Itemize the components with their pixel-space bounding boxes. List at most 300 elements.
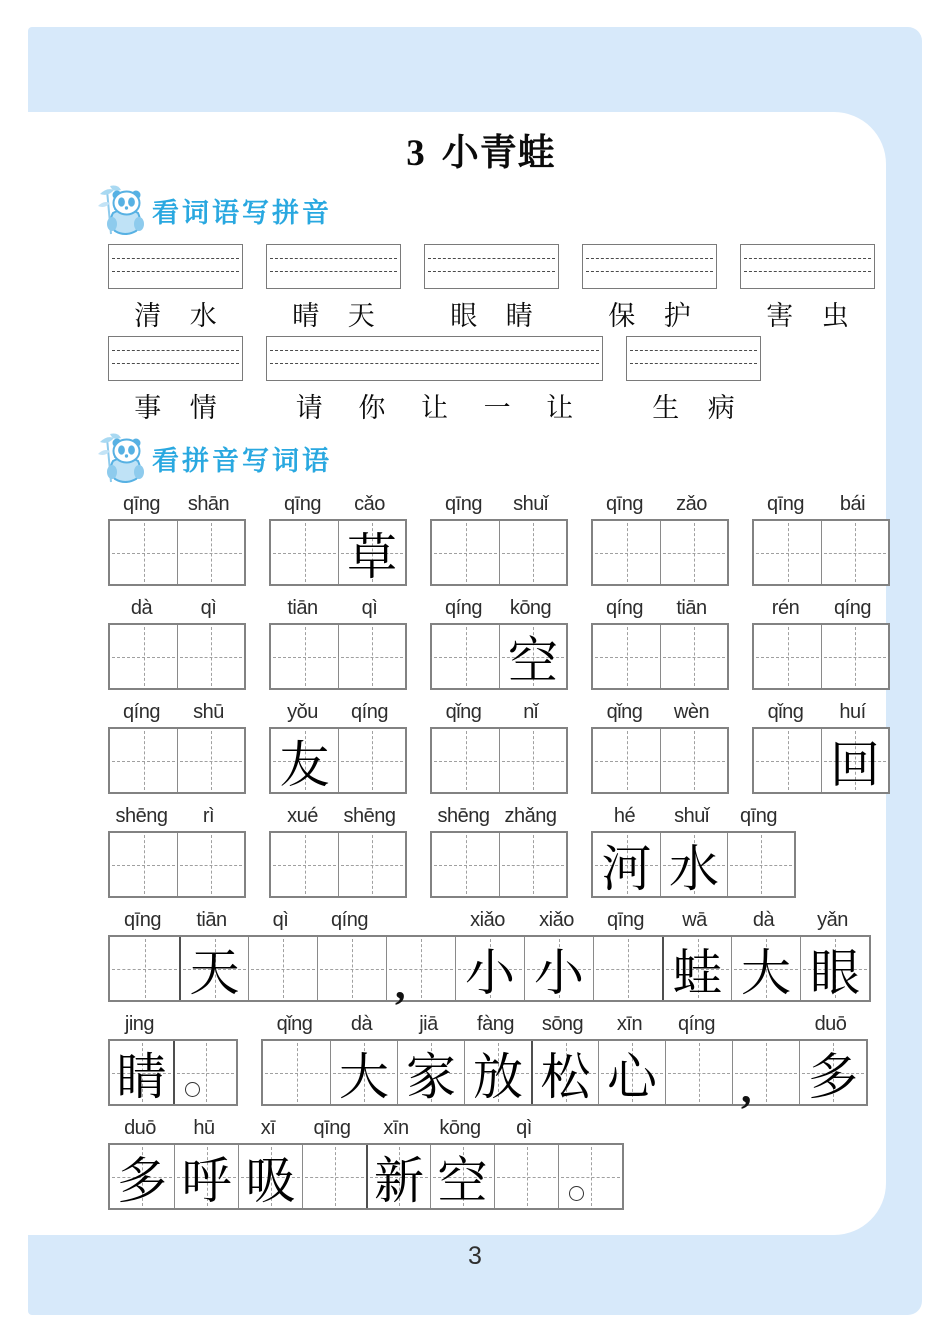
answer-row: [108, 700, 880, 794]
pinyin-label: qīng: [124, 909, 161, 931]
grid-cell: [177, 833, 244, 896]
pinyin-label: hé: [613, 805, 636, 827]
grid-cell: [593, 833, 660, 896]
four-line-pinyin-box: [266, 336, 603, 381]
pinyin-label-row: [591, 596, 729, 621]
answer-character: 小: [534, 944, 584, 1001]
word-label: [266, 386, 603, 423]
pinyin-writing-row: [108, 244, 877, 331]
word-character: 虫: [821, 301, 849, 331]
pinyin-label-row: [108, 804, 246, 829]
pinyin-label: qīng: [313, 1117, 351, 1139]
pinyin-label: shēng: [343, 805, 396, 827]
pinyin-label-row: [108, 908, 871, 933]
answer-grid-group: [752, 492, 890, 586]
grid-cell: [110, 937, 179, 1000]
answer-character: 眼: [810, 944, 860, 1001]
pinyin-label: tiān: [287, 597, 318, 619]
answer-grid-group: [752, 596, 890, 690]
answer-grid-group: [108, 492, 246, 586]
answer-grid: [269, 519, 407, 586]
pinyin-label: xī: [260, 1117, 276, 1139]
grid-cell: [432, 521, 499, 584]
pinyin-label-row: [108, 1116, 624, 1141]
answer-grid: [108, 1039, 238, 1106]
pinyin-label-row: [269, 700, 407, 725]
grid-cell: [799, 1041, 866, 1104]
answer-row: [108, 1116, 877, 1210]
page-frame: [28, 27, 922, 1315]
grid-cell: [338, 833, 405, 896]
answer-grid-group: [108, 596, 246, 690]
answer-grid: [752, 519, 890, 586]
lesson-name: 小青蛙: [441, 133, 556, 174]
pinyin-label: qíng: [445, 597, 482, 619]
grid-cell: [338, 625, 405, 688]
pinyin-label: qì: [361, 597, 378, 619]
section2-header: [96, 432, 886, 484]
pinyin-label: xīn: [616, 1013, 643, 1035]
pinyin-label-row: [108, 492, 246, 517]
pinyin-label: qíng: [834, 597, 871, 619]
pinyin-label: qǐng: [767, 701, 804, 723]
answer-row: [108, 492, 877, 586]
grid-cell: [271, 521, 338, 584]
section2-exercises: [108, 492, 880, 1210]
word-pinyin-group: [266, 244, 401, 331]
pinyin-label: kōng: [439, 1117, 481, 1139]
pinyin-label: qíng: [678, 1013, 715, 1035]
pinyin-label: duō: [124, 1117, 156, 1139]
answer-grid: [591, 831, 796, 898]
grid-cell: [732, 1041, 799, 1112]
pinyin-label: shuǐ: [674, 805, 709, 827]
pinyin-label: qì: [272, 909, 289, 931]
answer-grid: [591, 727, 729, 794]
grid-cell: [593, 729, 660, 792]
grid-cell: [177, 729, 244, 792]
answer-grid: [108, 831, 246, 898]
pinyin-label: qíng: [331, 909, 368, 931]
pinyin-label-row: [591, 804, 796, 829]
section2-title: 看拼音写词语: [152, 445, 332, 476]
pinyin-label: kōng: [509, 597, 552, 619]
grid-cell: [464, 1041, 531, 1104]
answer-character: 呼: [181, 1152, 232, 1209]
pinyin-label: qīng: [123, 493, 160, 515]
pinyin-label: qíng: [123, 701, 160, 723]
word-label: [108, 294, 243, 331]
pinyin-label-row: [591, 492, 729, 517]
grid-cell: [665, 1041, 732, 1104]
pinyin-label-row: [269, 492, 407, 517]
four-line-pinyin-box: [424, 244, 559, 289]
grid-cell: [338, 521, 405, 584]
answer-character: 小: [465, 944, 515, 1001]
pinyin-label: qǐng: [445, 701, 482, 723]
panda-icon: [96, 184, 148, 236]
answer-grid-group: [430, 804, 568, 898]
pinyin-label-row: [430, 492, 568, 517]
grid-cell: [317, 937, 386, 1000]
grid-cell: [271, 729, 338, 792]
answer-grid-group: [430, 700, 568, 794]
pinyin-label: [730, 1012, 797, 1037]
pinyin-label: qīng: [767, 493, 804, 515]
pinyin-label: shēng: [437, 805, 490, 827]
grid-cell: [499, 833, 566, 896]
pinyin-label-row: [752, 492, 890, 517]
word-character: 睛: [505, 301, 533, 331]
four-line-pinyin-box: [108, 336, 243, 381]
word-character: 害: [766, 301, 794, 331]
grid-cell: [558, 1145, 622, 1208]
answer-character: 放: [473, 1048, 523, 1105]
answer-grid: [261, 1039, 868, 1112]
grid-cell: [110, 833, 177, 896]
grid-cell: [660, 625, 727, 688]
answer-grid-group: [261, 1012, 868, 1112]
punctuation-mark: [185, 1082, 200, 1097]
pinyin-label: qǐng: [276, 1013, 313, 1035]
grid-cell: [179, 937, 248, 1000]
pinyin-label: shū: [193, 701, 224, 723]
grid-cell: [593, 625, 660, 688]
word-character: 晴: [292, 301, 320, 331]
grid-cell: [455, 937, 524, 1000]
pinyin-label: jing: [124, 1013, 155, 1035]
grid-cell: [731, 937, 800, 1000]
answer-grid: [269, 727, 407, 794]
pinyin-label: huí: [839, 701, 866, 723]
word-pinyin-group: [740, 244, 875, 331]
answer-row: [108, 804, 877, 898]
word-character: 让: [546, 393, 574, 423]
grid-cell: [110, 1041, 173, 1104]
answer-grid-group: [269, 492, 407, 586]
grid-cell: [338, 729, 405, 792]
four-line-pinyin-box: [582, 244, 717, 289]
grid-cell: [432, 833, 499, 896]
grid-cell: [821, 625, 888, 688]
grid-cell: [499, 625, 566, 688]
grid-cell: [110, 625, 177, 688]
answer-grid: [108, 623, 246, 690]
punctuation-mark: ,: [741, 1066, 752, 1112]
answer-character: 松: [540, 1048, 591, 1105]
word-character: 护: [663, 301, 691, 331]
pinyin-label: hū: [193, 1117, 215, 1139]
grid-cell: [754, 729, 821, 792]
grid-cell: [430, 1145, 494, 1208]
pinyin-label: [556, 1116, 620, 1141]
pinyin-label: qīng: [284, 493, 321, 515]
word-character: 清: [134, 301, 162, 331]
answer-grid: [752, 623, 890, 690]
pinyin-label: zhǎng: [504, 805, 557, 827]
pinyin-label: duō: [814, 1013, 847, 1035]
word-label: [740, 294, 875, 331]
grid-cell: [174, 1145, 238, 1208]
grid-cell: [662, 937, 731, 1000]
answer-grid-group: [269, 596, 407, 690]
pinyin-label: dà: [130, 597, 153, 619]
answer-grid-group: [591, 492, 729, 586]
grid-cell: [727, 833, 794, 896]
pinyin-label: cǎo: [354, 493, 385, 515]
pinyin-label: qíng: [351, 701, 388, 723]
pinyin-label: rì: [202, 805, 215, 827]
pinyin-label: yǎn: [817, 909, 848, 931]
grid-cell: [499, 729, 566, 792]
grid-cell: [593, 521, 660, 584]
answer-grid: [269, 623, 407, 690]
pinyin-label: tiān: [196, 909, 227, 931]
word-pinyin-group: [626, 336, 761, 423]
grid-cell: [660, 729, 727, 792]
answer-character: 河: [601, 840, 652, 897]
pinyin-label: qǐng: [606, 701, 643, 723]
word-character: 眼: [450, 301, 478, 331]
pinyin-label-row: [752, 596, 890, 621]
grid-cell: [330, 1041, 397, 1104]
answer-character: 家: [406, 1048, 456, 1105]
answer-grid: [430, 831, 568, 898]
four-line-pinyin-box: [740, 244, 875, 289]
answer-row: [108, 596, 877, 690]
answer-grid-group: [591, 596, 729, 690]
grid-cell: [271, 625, 338, 688]
grid-cell: [660, 521, 727, 584]
answer-grid-group: [752, 700, 890, 794]
answer-character: 吸: [245, 1152, 296, 1209]
pinyin-label: fàng: [477, 1013, 514, 1035]
grid-cell: [177, 521, 244, 584]
grid-cell: [248, 937, 317, 1000]
pinyin-label: shān: [187, 493, 230, 515]
answer-character: 草: [347, 528, 397, 585]
pinyin-label: qīng: [740, 805, 777, 827]
word-character: 情: [189, 393, 217, 423]
answer-grid: [591, 623, 729, 690]
word-label: [108, 386, 243, 423]
word-character: 生: [652, 393, 680, 423]
answer-character: 心: [607, 1048, 657, 1105]
pinyin-label-row: [430, 596, 568, 621]
four-line-pinyin-box: [108, 244, 243, 289]
answer-grid: [430, 727, 568, 794]
word-pinyin-group: [108, 244, 243, 331]
page-number: 3: [468, 1242, 482, 1270]
grid-cell: [432, 625, 499, 688]
pinyin-label: qì: [200, 597, 217, 619]
word-character: 一: [483, 393, 511, 423]
pinyin-label: xīn: [383, 1117, 409, 1139]
pinyin-label: [384, 908, 453, 933]
answer-character: 多: [117, 1152, 167, 1209]
word-label: [266, 294, 401, 331]
word-character: 病: [707, 393, 735, 423]
pinyin-label: dà: [752, 909, 775, 931]
pinyin-label: qīng: [607, 909, 644, 931]
answer-grid-group: [108, 804, 246, 898]
answer-character: 睛: [116, 1048, 167, 1105]
pinyin-label: jiā: [419, 1013, 438, 1035]
grid-cell: [494, 1145, 558, 1208]
pinyin-writing-row: [108, 336, 877, 423]
pinyin-label: rén: [771, 597, 800, 619]
word-character: 你: [358, 393, 386, 423]
answer-row: [108, 1012, 877, 1112]
answer-character: 新: [374, 1152, 424, 1209]
pinyin-label: shuǐ: [513, 493, 548, 515]
grid-cell: [754, 521, 821, 584]
grid-cell: [499, 521, 566, 584]
word-label: [582, 294, 717, 331]
pinyin-label: bái: [839, 493, 866, 515]
pinyin-label: wā: [682, 909, 707, 931]
answer-grid-group: [108, 1012, 238, 1106]
word-character: 水: [189, 301, 217, 331]
pinyin-label-row: [108, 596, 246, 621]
grid-cell: [173, 1041, 236, 1104]
word-character: 让: [420, 393, 448, 423]
word-character: 天: [347, 301, 375, 331]
answer-grid-group: [591, 804, 796, 898]
word-character: 事: [134, 393, 162, 423]
answer-grid: [430, 519, 568, 586]
pinyin-label: dà: [350, 1013, 373, 1035]
grid-cell: [754, 625, 821, 688]
content-area: [28, 112, 886, 1235]
pinyin-label-row: [430, 700, 568, 725]
pinyin-label-row: [591, 700, 729, 725]
grid-cell: [177, 625, 244, 688]
word-character: 请: [295, 393, 323, 423]
answer-character: 大: [339, 1048, 389, 1105]
word-pinyin-group: [582, 244, 717, 331]
pinyin-label: yǒu: [287, 701, 318, 723]
answer-grid: [108, 727, 246, 794]
answer-row: [108, 908, 877, 1008]
answer-character: 天: [189, 944, 240, 1001]
grid-cell: [821, 729, 888, 792]
pinyin-label-row: [108, 700, 246, 725]
answer-character: 空: [508, 632, 558, 689]
grid-cell: [386, 937, 455, 1008]
pinyin-label-row: [261, 1012, 868, 1037]
panda-icon: [96, 432, 148, 484]
answer-character: 多: [808, 1048, 858, 1105]
word-label: [626, 386, 761, 423]
pinyin-label: qíng: [606, 597, 643, 619]
pinyin-label: zǎo: [676, 493, 707, 515]
grid-cell: [531, 1041, 598, 1104]
grid-cell: [110, 521, 177, 584]
word-pinyin-group: [424, 244, 559, 331]
grid-cell: [302, 1145, 366, 1208]
pinyin-label-row: [269, 804, 407, 829]
answer-grid: [108, 935, 871, 1008]
answer-grid-group: [108, 1116, 624, 1210]
word-label: [424, 294, 559, 331]
punctuation-mark: [569, 1186, 584, 1201]
pinyin-label: xué: [287, 805, 318, 827]
pinyin-label: qīng: [445, 493, 482, 515]
grid-cell: [524, 937, 593, 1000]
section1-header: [96, 184, 886, 236]
answer-grid: [430, 623, 568, 690]
answer-character: 水: [669, 840, 719, 897]
pinyin-label: [171, 1012, 234, 1037]
section1-exercises: [108, 244, 877, 423]
four-line-pinyin-box: [626, 336, 761, 381]
answer-grid: [108, 1143, 624, 1210]
word-pinyin-group: [108, 336, 243, 423]
grid-cell: [598, 1041, 665, 1104]
grid-cell: [432, 729, 499, 792]
grid-cell: [593, 937, 662, 1000]
section1-title: 看词语写拼音: [152, 197, 332, 228]
pinyin-label: qīng: [606, 493, 643, 515]
answer-character: 空: [437, 1152, 488, 1209]
punctuation-mark: ,: [395, 962, 406, 1008]
lesson-number: 3: [406, 133, 426, 174]
answer-grid: [108, 519, 246, 586]
answer-grid: [591, 519, 729, 586]
word-character: 保: [608, 301, 636, 331]
answer-character: 回: [830, 736, 880, 793]
grid-cell: [800, 937, 869, 1000]
answer-grid-group: [591, 700, 729, 794]
pinyin-label-row: [108, 1012, 238, 1037]
grid-cell: [397, 1041, 464, 1104]
grid-cell: [238, 1145, 302, 1208]
pinyin-label-row: [430, 804, 568, 829]
answer-character: 大: [741, 944, 791, 1001]
page-title: [28, 122, 886, 172]
grid-cell: [366, 1145, 430, 1208]
pinyin-label: sōng: [541, 1013, 584, 1035]
pinyin-label: xiǎo: [539, 909, 574, 931]
grid-cell: [110, 1145, 174, 1208]
pinyin-label: wèn: [673, 701, 710, 723]
pinyin-label-row: [269, 596, 407, 621]
answer-grid-group: [269, 804, 407, 898]
answer-grid: [752, 727, 890, 794]
grid-cell: [263, 1041, 330, 1104]
grid-cell: [271, 833, 338, 896]
grid-cell: [821, 521, 888, 584]
answer-character: 友: [279, 736, 330, 793]
answer-grid-group: [430, 492, 568, 586]
pinyin-label: shēng: [115, 805, 168, 827]
pinyin-label: xiǎo: [470, 909, 505, 931]
pinyin-label: nǐ: [523, 701, 538, 723]
pinyin-label: tiān: [676, 597, 707, 619]
answer-grid-group: [430, 596, 568, 690]
pinyin-label-row: [752, 700, 890, 725]
answer-grid-group: [108, 908, 871, 1008]
word-pinyin-group: [266, 336, 603, 423]
answer-character: 蛙: [672, 944, 723, 1001]
answer-grid-group: [108, 700, 246, 794]
grid-cell: [110, 729, 177, 792]
grid-cell: [660, 833, 727, 896]
answer-grid-group: [269, 700, 407, 794]
answer-grid: [269, 831, 407, 898]
four-line-pinyin-box: [266, 244, 401, 289]
